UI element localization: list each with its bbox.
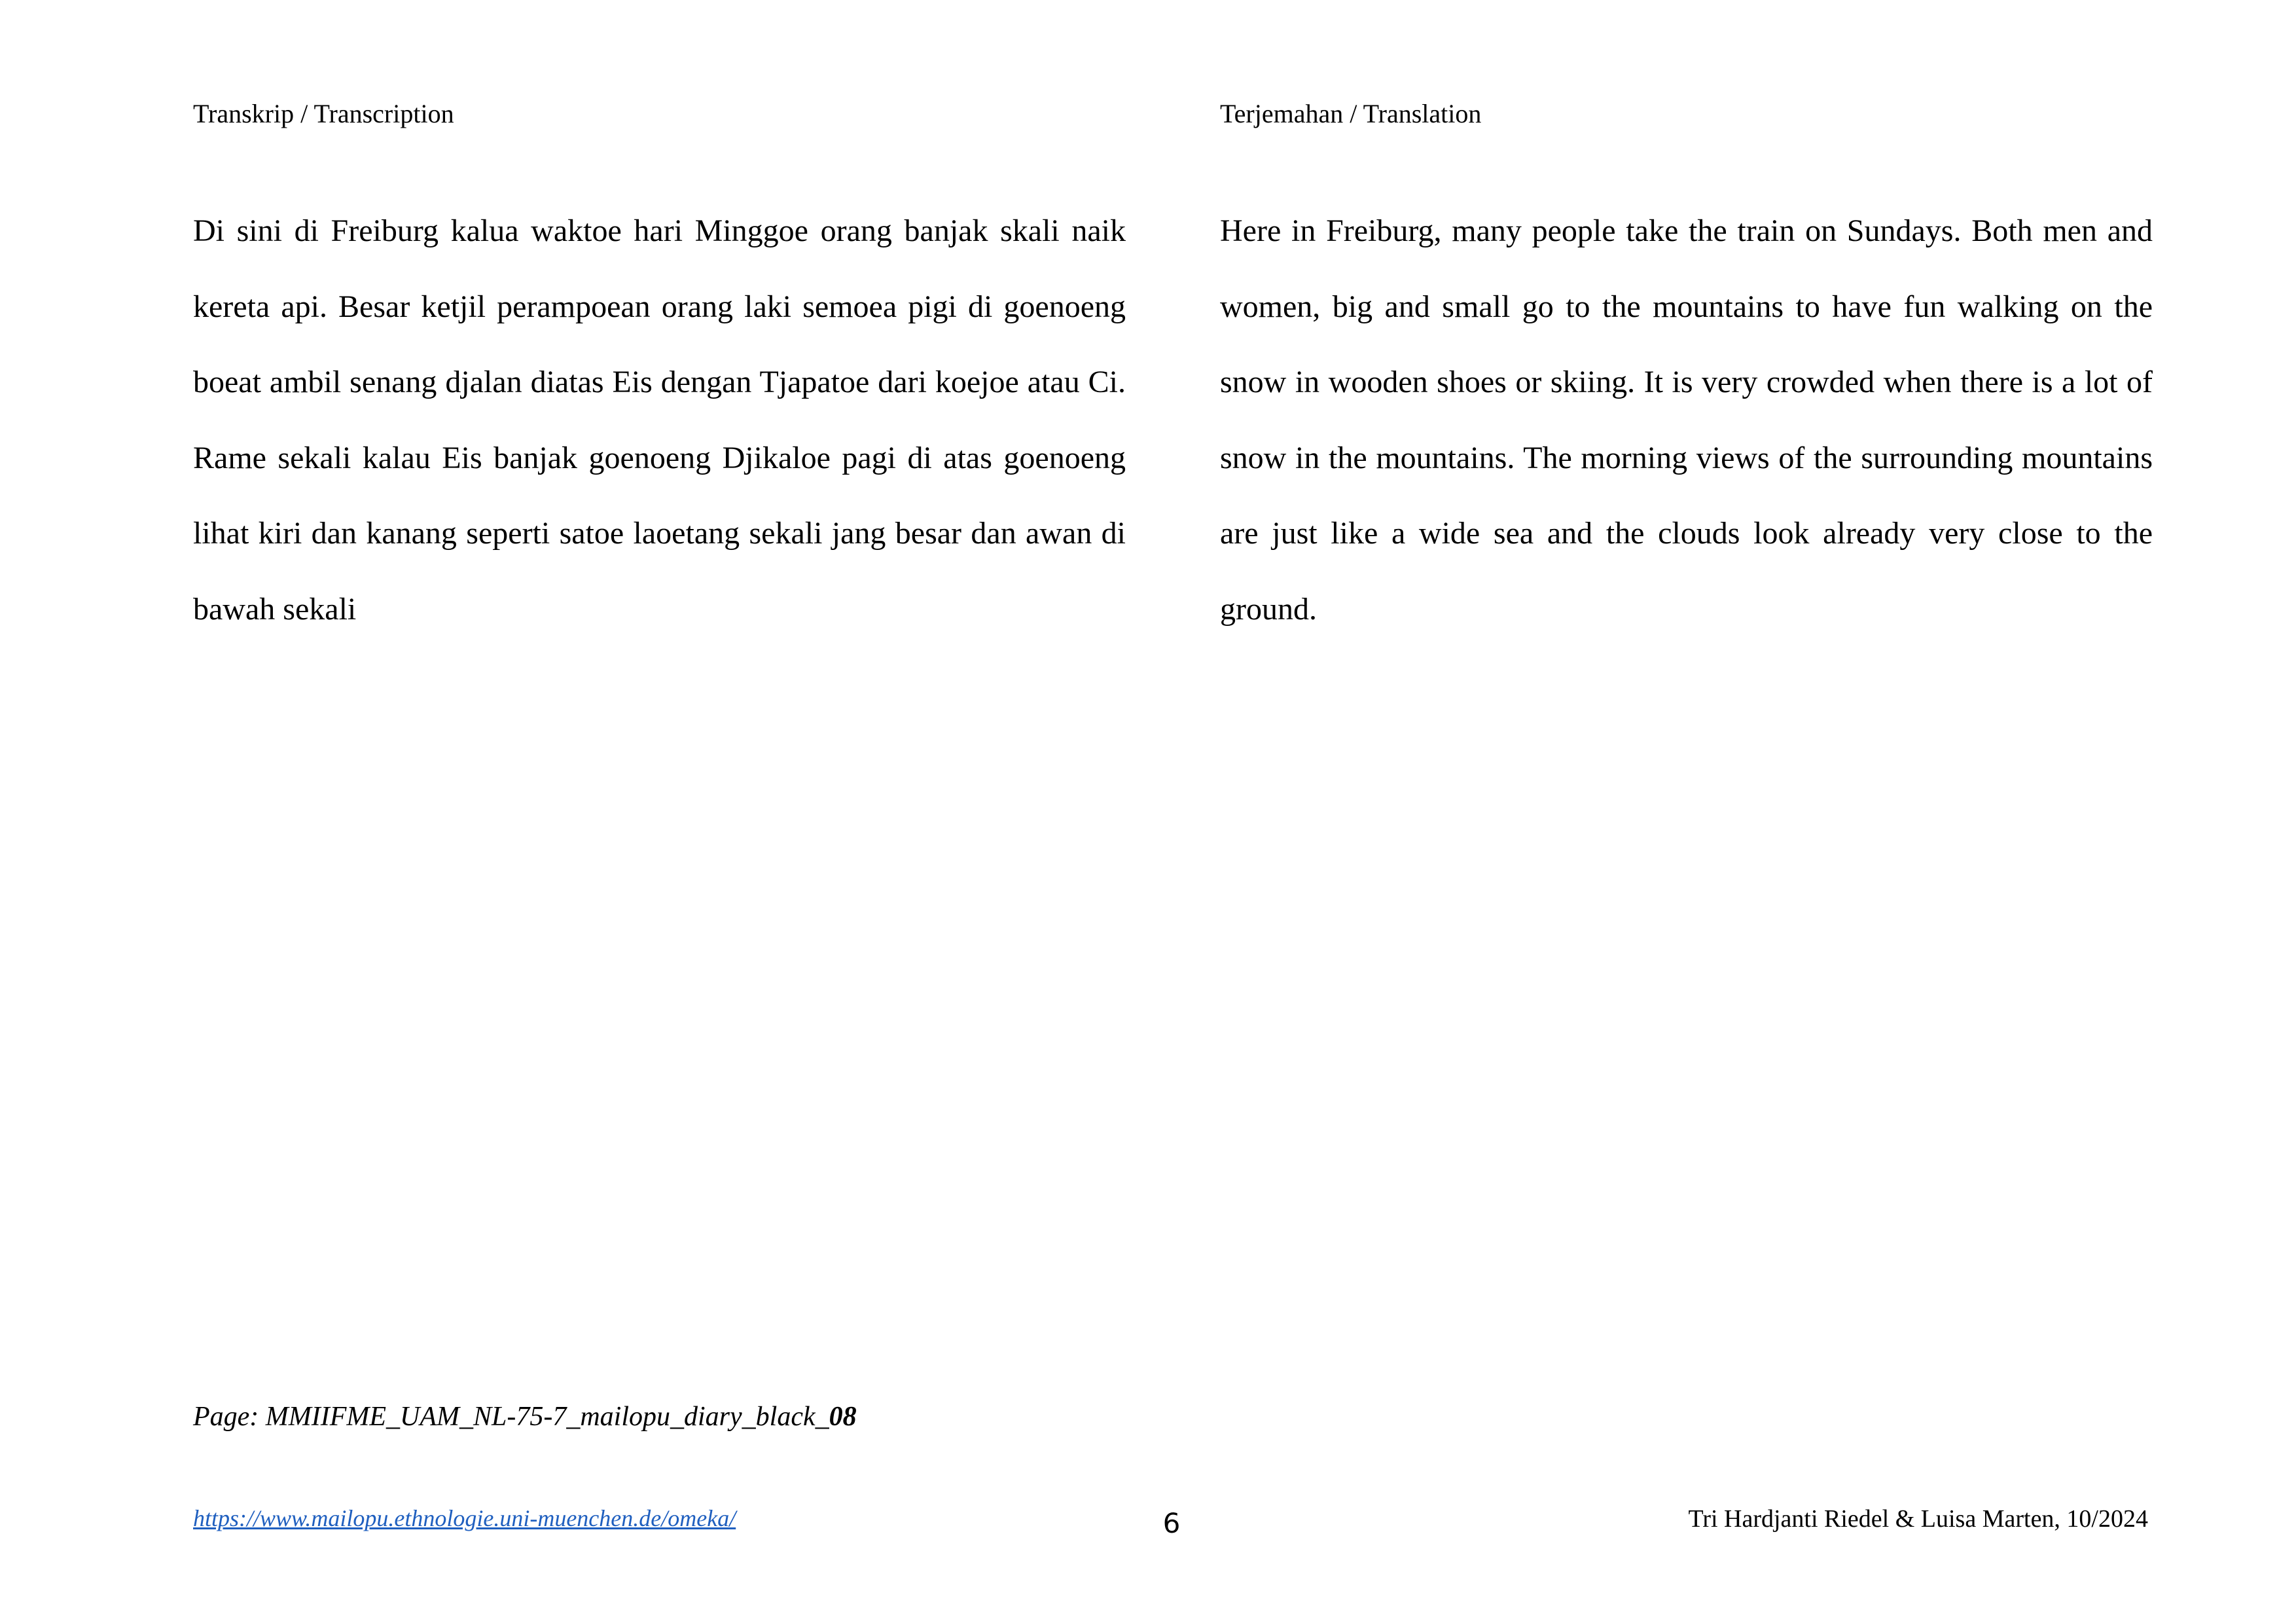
- translation-text: Here in Freiburg, many people take the train on Sundays. Both men and women, big and small go to the mountains to have fun walking on the snow in wooden shoes or skiing. It is very crowded when there is a lot of snow in the mountains. The morning views of the surrounding mountains are just like a wide sea and the clouds look already very close to the ground.: [1220, 213, 2153, 627]
- transcription-heading: Transkrip / Transcription: [193, 99, 454, 128]
- page-reference: [193, 1401, 857, 1432]
- translation-heading: Terjemahan / Translation: [1220, 99, 1482, 128]
- page-reference-prefix: Page: MMIIFME_UAM_NL-75-7_mailopu_diary_black_: [193, 1402, 829, 1432]
- footer-link[interactable]: https://www.mailopu.ethnologie.uni-muenchen.de/omeka/: [193, 1505, 736, 1531]
- transcription-text: Di sini di Freiburg kalua waktoe hari Minggoe orang banjak skali naik kereta api. Besar ketjil perampoean orang laki semoea pigi di goenoeng boeat ambil senang djalan diatas Eis dengan Tjapatoe dari koejoe atau Ci. Rame sekali kalau Eis banjak goenoeng Djikaloe pagi di atas goenoeng lihat kiri dan kanang seperti satoe laoetang sekali jang besar dan awan di bawah sekali: [193, 213, 1126, 627]
- page-number: 6: [1162, 1507, 1181, 1539]
- footer-credit: Tri Hardjanti Riedel & Luisa Marten, 10/2024: [1688, 1505, 2148, 1533]
- page-reference-number: 08: [829, 1402, 857, 1432]
